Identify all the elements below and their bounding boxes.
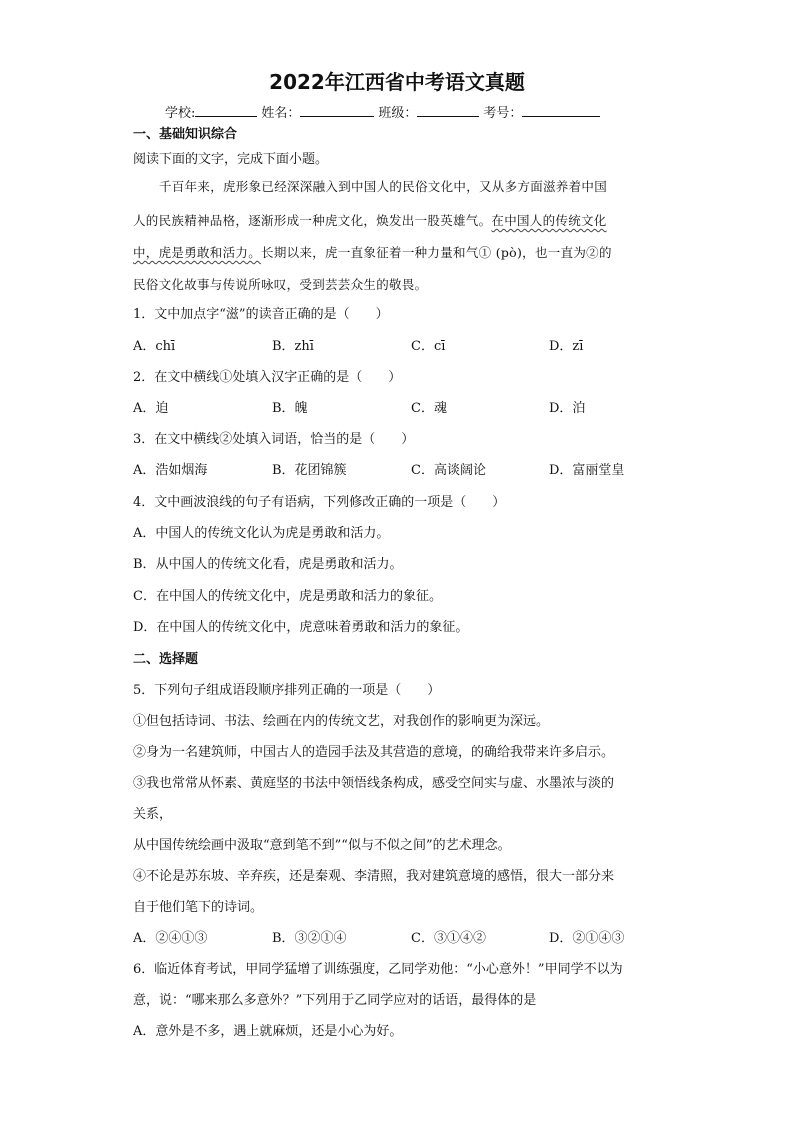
name-label: 姓名： — [261, 106, 301, 121]
school-label: 学校: — [165, 106, 196, 121]
exam-no-label: 考号： — [483, 106, 523, 121]
class-label: 班级： — [378, 106, 418, 121]
class-field[interactable] — [417, 103, 479, 117]
school-field[interactable] — [195, 103, 257, 117]
option-a[interactable]: A．chī — [133, 339, 176, 354]
reading-instruction: 阅读下面的文字，完成下面小题。 — [133, 152, 329, 167]
question-3-stem: 3．在文中横线②处填入词语，恰当的是（ ） — [133, 432, 415, 447]
question-5-stem: 5．下列句子组成语段顺序排列正确的一项是（ ） — [133, 683, 441, 698]
question-6-stem: 6．临近体育考试，甲同学猛增了训练强度，乙同学劝他：“小心意外！”甲同学不以为 — [133, 962, 623, 977]
question-1-stem: 1．文中加点字“滋”的读音正确的是（ ） — [133, 307, 389, 322]
question-6-option-a[interactable]: A．意外是不多，遇上就麻烦，还是小心为好。 — [133, 1024, 403, 1039]
option-c[interactable]: C．魂 — [411, 401, 447, 416]
question-4-option-b[interactable]: B．从中国人的传统文化看，虎是勇敢和活力。 — [133, 557, 403, 572]
option-b[interactable]: B．魄 — [272, 401, 308, 416]
passage-line-4: 民俗文化故事与传说所咏叹，受到芸芸众生的敬畏。 — [133, 277, 428, 292]
question-4-option-c[interactable]: C．在中国人的传统文化中，虎是勇敢和活力的象征。 — [133, 589, 442, 604]
section-heading-choice: 二、选择题 — [133, 652, 199, 667]
option-d[interactable]: D．富丽堂皇 — [549, 463, 625, 478]
exam-title: 2022年江西省中考语文真题 — [269, 70, 525, 94]
passage-line-2 — [133, 212, 663, 230]
option-b[interactable]: B．花团锦簇 — [272, 463, 347, 478]
wavy-underlined-sentence: 在中国人的传统文化 — [491, 213, 607, 228]
section-heading-basics: 一、基础知识综合 — [133, 127, 238, 142]
question-6-stem-cont: 意，说：“哪来那么多意外？”下列用于乙同学应对的话语，最得体的是 — [133, 993, 537, 1008]
option-c[interactable]: C．③①④② — [411, 931, 486, 946]
question-5-sentence-4-cont: 自于他们笔下的诗词。 — [133, 900, 264, 915]
question-5-sentence-2: ②身为一名建筑师，中国古人的造园手法及其营造的意境，的确给我带来许多启示。 — [133, 745, 615, 760]
option-d[interactable]: D．泊 — [549, 401, 586, 416]
question-2-stem: 2．在文中横线①处填入汉字正确的是（ ） — [133, 370, 402, 385]
option-b[interactable]: B．zhī — [272, 339, 314, 354]
option-d[interactable]: D．②①④③ — [549, 931, 625, 946]
option-d[interactable]: D．zī — [549, 339, 584, 354]
question-5-sentence-3-cont: 关系， — [133, 807, 173, 822]
question-5-sentence-4: ④不论是苏东坡、辛弃疾，还是秦观、李清照，我对建筑意境的感悟，很大一部分来 — [133, 869, 615, 884]
option-c[interactable]: C．cī — [411, 339, 446, 354]
wavy-underlined-sentence: 中，虎是勇敢和活力。 — [133, 245, 262, 260]
passage-text: 长期以来，虎一直象征着一种力量和气① (pò)，也一直为②的 — [261, 245, 612, 260]
name-field[interactable] — [300, 103, 374, 117]
student-info-row — [165, 103, 604, 123]
question-5-sentence-1: ①但包括诗词、书法、绘画在内的传统文艺，对我创作的影响更为深远。 — [133, 714, 550, 729]
option-a[interactable]: A．迫 — [133, 401, 169, 416]
question-4-option-a[interactable]: A．中国人的传统文化认为虎是勇敢和活力。 — [133, 526, 390, 541]
passage-line-1: 千百年来，虎形象已经深深融入到中国人的民俗文化中，又从多方面滋养着中国 — [159, 179, 608, 194]
question-4-option-d[interactable]: D．在中国人的传统文化中，虎意味着勇敢和活力的象征。 — [133, 620, 469, 635]
question-5-sentence-3: ③我也常常从怀素、黄庭坚的书法中领悟线条构成，感受空间实与虚、水墨浓与淡的 — [133, 776, 615, 791]
passage-text: 人的民族精神品格，逐渐形成一种虎文化，焕发出一股英雄气。 — [133, 213, 492, 228]
option-a[interactable]: A．②④①③ — [133, 931, 208, 946]
option-b[interactable]: B．③②①④ — [272, 931, 347, 946]
question-5-sentence-3-cont: 从中国传统绘画中汲取“意到笔不到”“似与不似之间”的艺术理念。 — [133, 838, 511, 853]
option-a[interactable]: A．浩如烟海 — [133, 463, 208, 478]
question-4-stem: 4．文中画波浪线的句子有语病，下列修改正确的一项是（ ） — [133, 495, 506, 510]
exam-no-field[interactable] — [522, 103, 600, 117]
option-c[interactable]: C．高谈阔论 — [411, 463, 486, 478]
passage-line-3 — [133, 244, 663, 262]
